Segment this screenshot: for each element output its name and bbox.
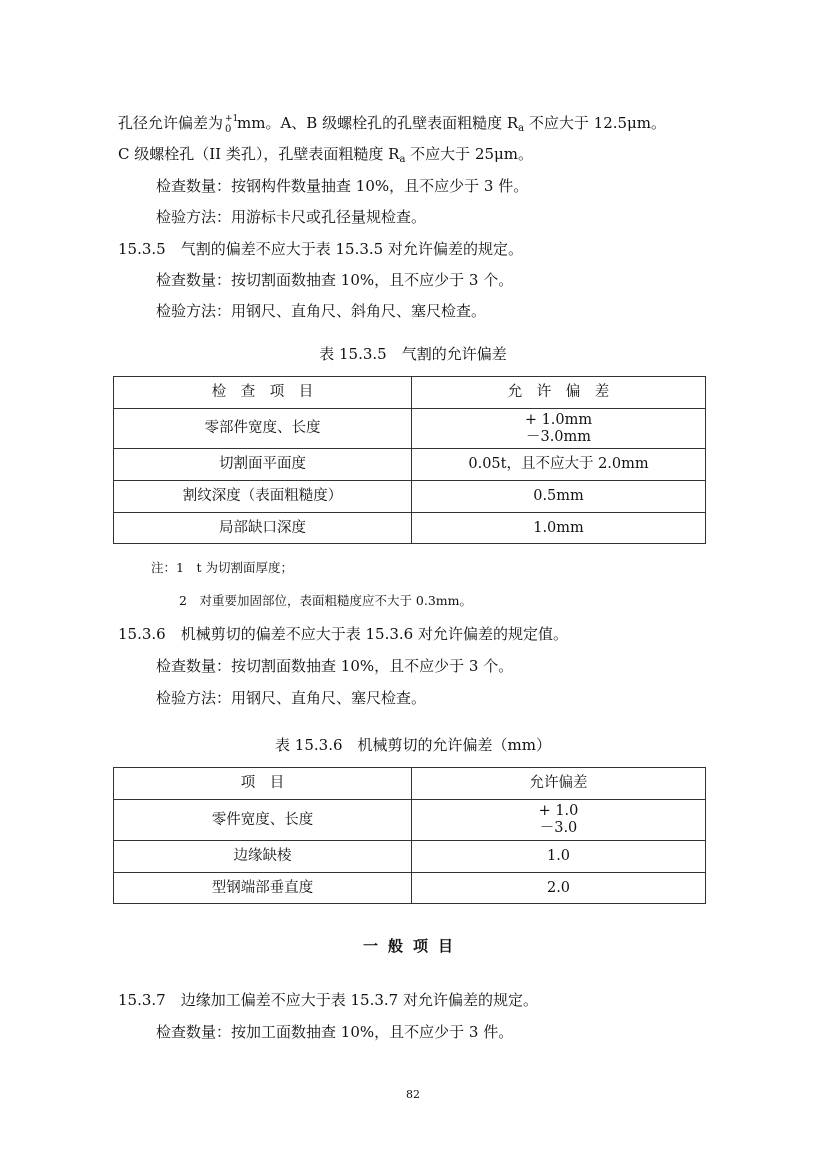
paragraph-inspection-quantity-2: 检查数量：按切割面数抽查 10%，且不应少于 3 个。 [156,271,514,289]
item-cell: 型钢端部垂直度 [114,873,412,904]
table-row [114,409,706,449]
table-row [114,513,706,544]
table-row [114,873,706,904]
table-row [114,449,706,481]
subscript: a [399,154,406,165]
table-row [114,800,706,841]
text: 孔径允许偏差为 [118,114,224,132]
value-cell: 0.05t，且不应大于 2.0mm [412,449,706,481]
header-cell: 允 许 偏 差 [412,377,706,409]
value-cell: 1.0 [412,841,706,873]
value-upper: + 1.0mm [524,411,593,428]
value-cell [412,800,706,841]
table-caption-15-3-6: 表 15.3.6 机械剪切的允许偏差（mm） [275,736,551,754]
text: 不应大于 25μm。 [405,145,534,163]
table-note-1: 注：1 t 为切割面厚度； [151,560,293,575]
table-row [114,481,706,513]
page-number: 82 [406,1088,420,1101]
paragraph-inspection-quantity-1: 检查数量：按钢构件数量抽查 10%，且不应少于 3 件。 [156,177,529,195]
clause-15-3-6: 15.3.6 机械剪切的偏差不应大于表 15.3.6 对允许偏差的规定值。 [118,625,568,643]
item-cell: 零件宽度、长度 [114,800,412,841]
clause-15-3-5: 15.3.5 气割的偏差不应大于表 15.3.5 对允许偏差的规定。 [118,240,523,258]
paragraph-inspection-method-3: 检验方法：用钢尺、直角尺、塞尺检查。 [156,689,427,707]
header-cell: 项 目 [114,768,412,800]
value-lower: －3.0mm [525,428,592,445]
text: C 级螺栓孔（II 类孔），孔壁表面粗糙度 R [118,145,400,163]
table-note-2: 2 对重要加固部位，表面粗糙度应不大于 0.3mm。 [179,593,473,608]
table-header-row [114,377,706,409]
item-cell: 局部缺口深度 [114,513,412,544]
text: 不应大于 12.5μm。 [524,114,667,132]
tolerance-lower: 0 [225,124,232,135]
value-cell: 2.0 [412,873,706,904]
table-row [114,841,706,873]
table-caption-15-3-5: 表 15.3.5 气割的允许偏差 [319,345,507,363]
paragraph-c-grade-bolt [118,144,533,170]
section-heading-general-items: 一般项目 [362,937,463,955]
item-cell: 零部件宽度、长度 [114,409,412,449]
paragraph-inspection-method-1: 检验方法：用游标卡尺或孔径量规检查。 [156,208,427,226]
value-cell [412,409,706,449]
item-cell: 边缘缺棱 [114,841,412,873]
table-gas-cutting-tolerance [113,376,706,544]
table-header-row [114,768,706,800]
header-cell: 允许偏差 [412,768,706,800]
tolerance-stack [223,113,237,133]
paragraph-hole-tolerance [118,113,666,139]
item-cell: 切割面平面度 [114,449,412,481]
text: mm。A、B 级螺栓孔的孔壁表面粗糙度 R [237,114,519,132]
subscript: a [518,123,525,134]
tolerance-upper: +1 [225,114,239,124]
paragraph-inspection-quantity-3: 检查数量：按切割面数抽查 10%，且不应少于 3 个。 [156,657,514,675]
clause-15-3-7: 15.3.7 边缘加工偏差不应大于表 15.3.7 对允许偏差的规定。 [118,991,538,1009]
paragraph-inspection-method-2: 检验方法：用钢尺、直角尺、斜角尺、塞尺检查。 [156,302,487,320]
paragraph-inspection-quantity-4: 检查数量：按加工面数抽查 10%，且不应少于 3 件。 [156,1023,514,1041]
value-cell: 0.5mm [412,481,706,513]
value-cell: 1.0mm [412,513,706,544]
value-upper: + 1.0 [538,803,579,819]
value-lower: －3.0 [539,820,578,836]
header-cell: 检 查 项 目 [114,377,412,409]
table-mechanical-shearing-tolerance [113,767,706,904]
item-cell: 割纹深度（表面粗糙度） [114,481,412,513]
